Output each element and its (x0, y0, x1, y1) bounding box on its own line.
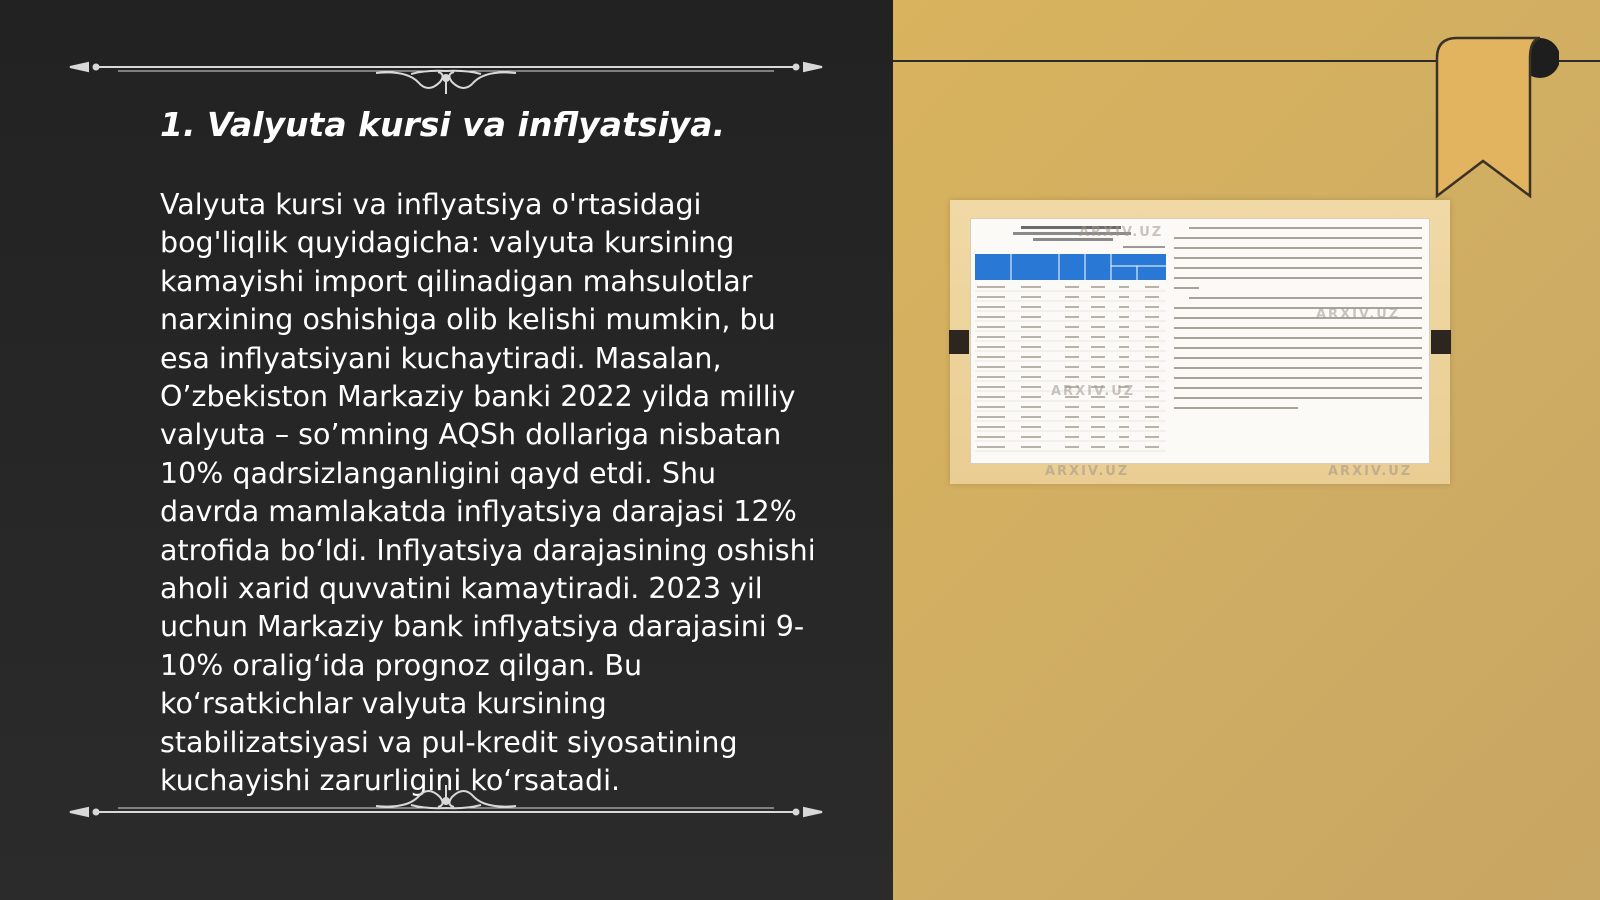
bottom-ornament-divider (66, 785, 826, 839)
watermark-label: ARXIV.UZ (1045, 464, 1130, 479)
watermark-label: ARXIV.UZ (1328, 464, 1413, 479)
top-ornament-divider (66, 40, 826, 94)
frame-clip-left (949, 330, 969, 354)
watermark-label: ARXIV.UZ (1079, 225, 1164, 240)
document-text-columns (1174, 227, 1422, 417)
watermark-label: ARXIV.UZ (1316, 307, 1401, 322)
slide-title: 1. Valyuta kursi va inflyatsiya. (160, 105, 726, 144)
frame-clip-right (1431, 330, 1451, 354)
document-table-figure (973, 224, 1168, 456)
watermark-label: ARXIV.UZ (1051, 384, 1136, 399)
slide-body-text: Valyuta kursi va inflyatsiya o'rtasidagi bog'liqlik quyidagicha: valyuta kursining kamayishi import qilinadigan mahsulotlar narxining oshishiga olib kelishi mumkin, bu esa inflyatsiyani kuchaytiradi. Masalan, O’zbekiston Markaziy banki 2022 yilda milliy valyuta – so’mning AQSh dollariga nisbatan 10% qadrsizlanganligini qayd etdi. Shu davrda mamlakatda inflyatsiya darajasi 12% atrofida bo‘ldi. Inflyatsiya darajasining oshishi aholi xarid quvvatini kamaytiradi. 2023 yil uchun Markaziy bank inflyatsiya darajasini 9-10% oralig‘ida prognoz qilgan. Bu ko‘rsatkichlar valyuta kursining stabilizatsiyasi va pul-kredit siyosatining kuchayishi zarurligini ko‘rsatadi. (160, 188, 816, 798)
document-image-frame (950, 200, 1450, 484)
document-scan-image (970, 218, 1430, 464)
bookmark-ribbon-icon (1435, 36, 1559, 201)
